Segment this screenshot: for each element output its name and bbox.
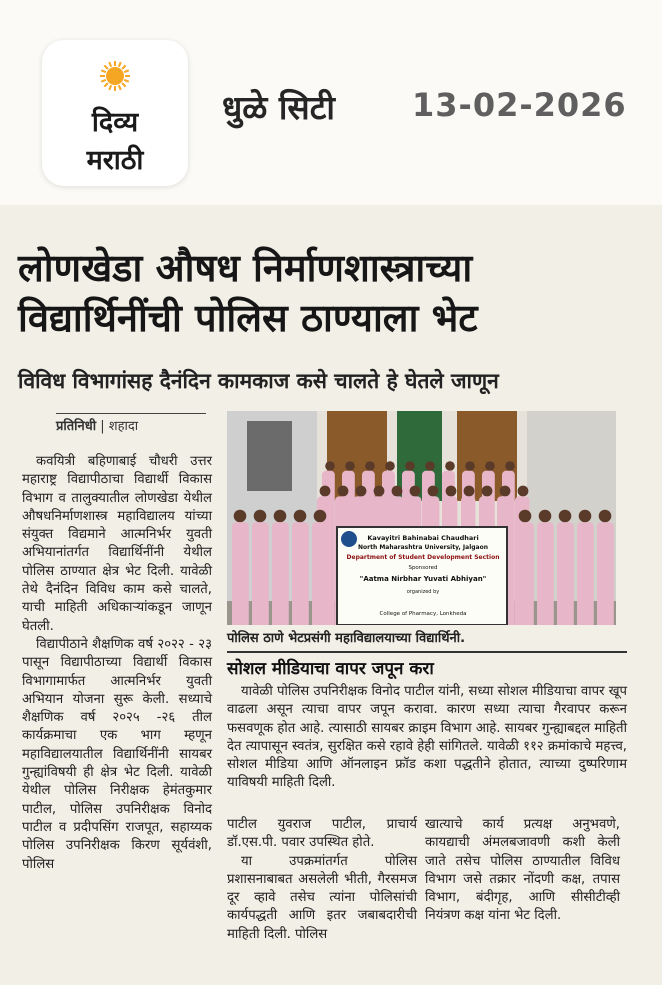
section-body-column: [227, 683, 627, 793]
article-paragraph: विद्यापीठाने शैक्षणिक वर्ष २०२२ - २३ पासून विद्यापीठाच्या विद्यार्थी विकास विभागामार्फत आत्मनिर्भर युवती अभियान योजना सुरू केली. सध्याचे शैक्षणिक वर्ष २०२५ -२६ तील कार्यक्रमाचा एक भाग म्हणून महाविद्यालयातील विद्यार्थिनींनी सायबर गुन्ह्यांविषयी ही क्षेत्र भेट दिली. यावेळी येथील पोलिस निरीक्षक हेमंतकुमार पाटील, पोलिस उपनिरीक्षक विनोद पाटील व प्रदीपसिंग राजपूत, सहाय्यक पोलिस उपनिरीक्षक किरण सूर्यवंशी, पोलिस: [22, 636, 212, 872]
article-column-1: [22, 453, 212, 874]
article-paragraph: पाटील युवराज पाटील, प्राचार्य डॉ.एस.पी. पवार उपस्थित होते.: [227, 817, 417, 851]
headline-line-2: विद्यार्थिनींची पोलिस ठाण्याला भेट: [18, 296, 478, 340]
photo-illustration: [227, 411, 616, 625]
article-column-2: [227, 816, 417, 944]
article-paragraph: खात्याचे कार्य प्रत्यक्ष अनुभवणे, कायद्याची अंमलबजावणी कशी केली जाते तसेच पोलिस ठाण्यातील विविध विभाग जसे तक्रार नोंदणी कक्ष, तपास विभाग, बंदीगृह, आणि सीसीटीव्ही नियंत्रण कक्ष यांना भेट दिली.: [425, 817, 620, 924]
banner-text-4: Sponsored: [408, 565, 438, 571]
banner-text-1: Kavayitri Bahinabai Chaudhari: [367, 534, 479, 542]
headline-line-1: लोणखेडा औषध निर्माणशास्त्राच्या: [18, 246, 473, 290]
banner-text-6: organized by: [406, 589, 440, 595]
subheadline: विविध विभागांसह दैनंदिन कामकाज कसे चालते हे घेतले जाणून: [18, 369, 499, 393]
group-photo: [227, 411, 616, 625]
section-divider: [227, 651, 627, 653]
photo-caption: पोलिस ठाणे भेटप्रसंगी महाविद्यालयाच्या विद्यार्थिनी.: [227, 631, 466, 646]
byline-role: प्रतिनिधी: [56, 419, 97, 434]
edition-city: धुळे सिटी: [222, 88, 335, 127]
logo-text-divya: दिव्य: [91, 107, 139, 138]
logo-text-marathi: मराठी: [86, 145, 144, 176]
byline-place: शहादा: [108, 419, 139, 434]
byline: [56, 413, 206, 434]
article-paragraph: कवयित्री बहिणाबाई चौधरी उत्तर महाराष्ट्र विद्यापीठाचा विद्यार्थी विकास विभाग व तालुक्यातील लोणखेडा येथील औषधनिर्माणशास्त्र महाविद्यालय यांच्या संयुक्त विद्यमाने आत्मनिर्भर युवती अभियानांतर्गत विद्यार्थिनींनी येथील पोलिस ठाण्यात क्षेत्र भेट दिली. यावेळी तेथे दैनंदिन विविध काम कसे चालते, याची माहिती अधिकाऱ्यांकडून जाणून घेतली.: [22, 454, 212, 634]
sun-icon: [99, 60, 131, 92]
article-paragraph: या उपक्रमांतर्गत पोलिस प्रशासनाबाबत असलेली भीती, गैरसमज दूर व्हावे तसेच त्यांना पोलिसांची कार्यपद्धती आणि इतर जबाबदारीची माहिती दिली. पोलिस: [227, 853, 417, 942]
banner-text-5: "Aatma Nirbhar Yuvati Abhiyan": [359, 575, 487, 583]
byline-separator: |: [100, 419, 109, 434]
divya-marathi-logo[interactable]: [42, 40, 188, 186]
section-heading: सोशल मीडियाचा वापर जपून करा: [227, 659, 434, 679]
banner-text-7: College of Pharmacy, Lonkheda: [379, 611, 467, 617]
article-column-3: [425, 816, 620, 926]
banner-text-3: Department of Student Development Section: [346, 554, 500, 561]
banner-text-2: North Maharashtra University, Jalgaon: [357, 544, 489, 551]
article-paragraph: यावेळी पोलिस उपनिरीक्षक विनोद पाटील यांनी, सध्या सोशल मीडियाचा वापर खूप वाढला असून त्याचा वापर जपून करावा. कारण सध्या त्याचा गैरवापर करून फसवणूक होत आहे. त्यासाठी सायबर क्राइम विभाग आहे. सायबर गुन्ह्याबद्दल माहिती देत त्यापासून स्वतंत्र, सुरक्षित कसे रहावे हेही सांगितले. यावेळी ११२ क्रमांकाचे महत्त्व, सोशल मीडिया आणि ऑनलाइन फ्रॉड कशा पद्धतीने होतात, त्याच्या दुष्परिणाम याविषयी माहिती दिली.: [227, 684, 627, 791]
edition-date: 13-02-2026: [412, 86, 627, 124]
app-header: [0, 0, 662, 205]
